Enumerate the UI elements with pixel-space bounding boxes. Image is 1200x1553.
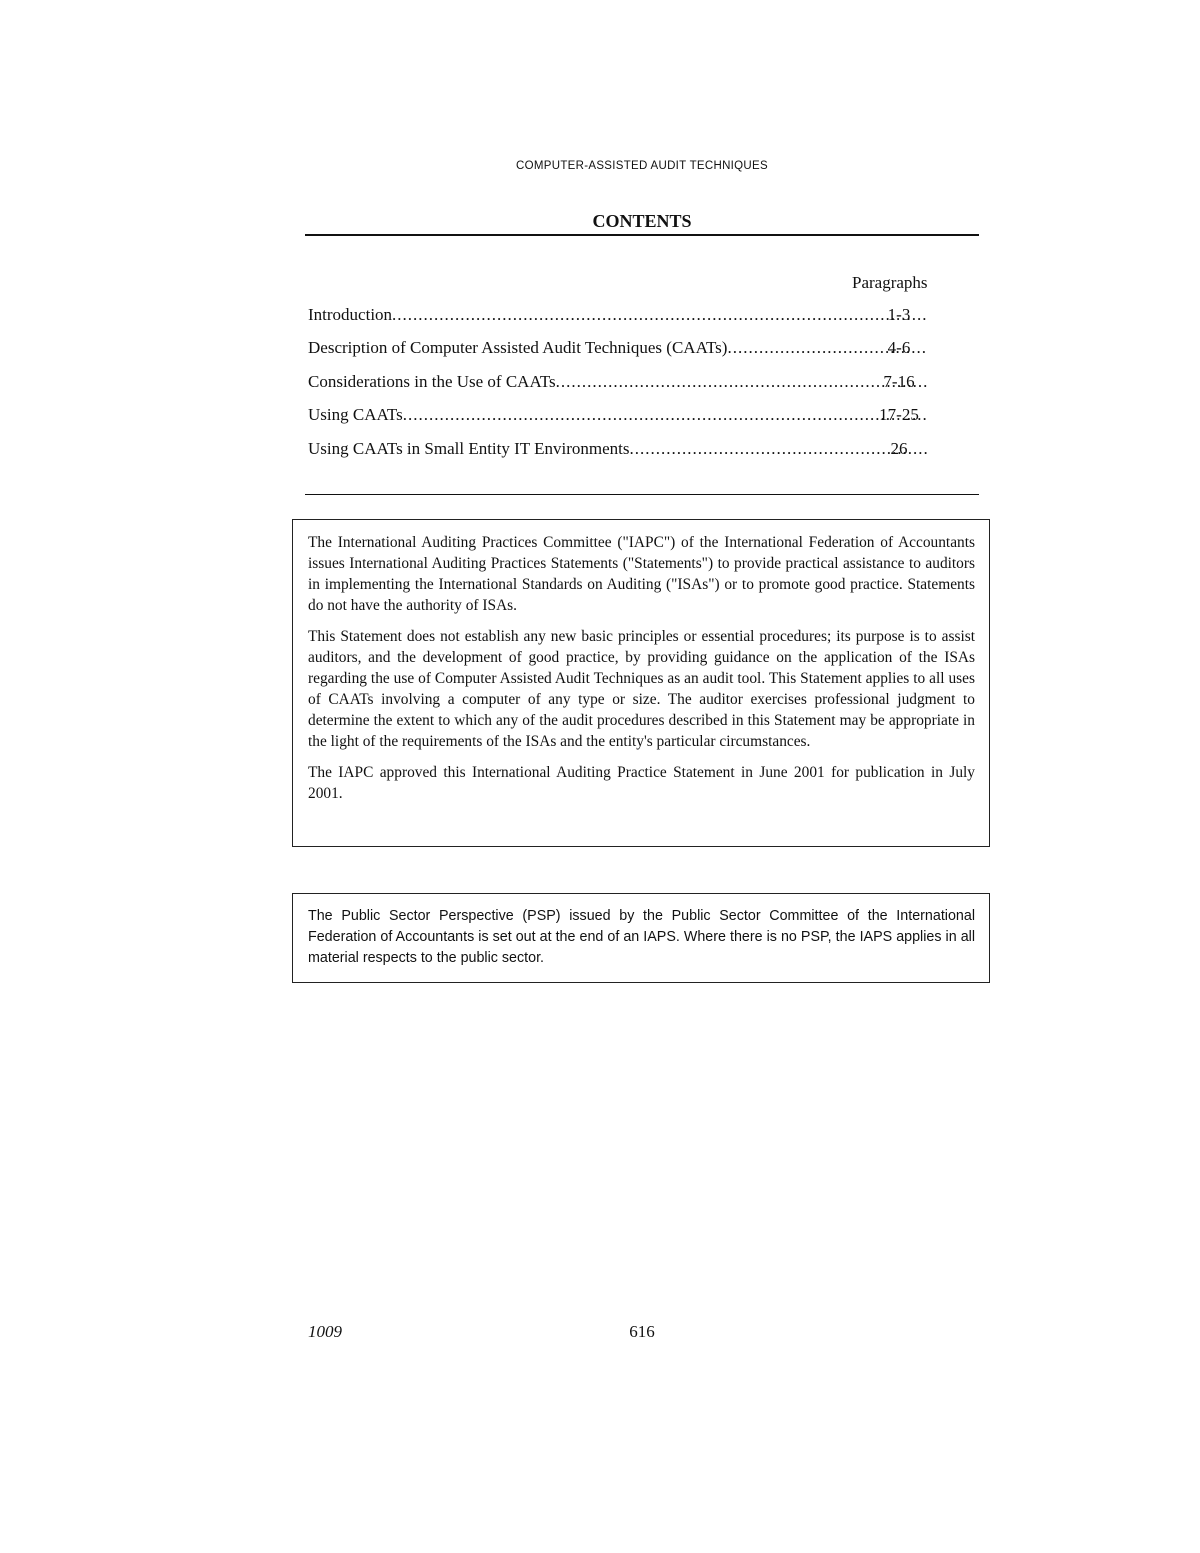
iapc-paragraph: The International Auditing Practices Committee ("IAPC") of the International Federation of Accountants issues International Auditing Practices Statements ("Statements") to provide practical assistance to auditors in implementing the International Standards on Auditing ("ISAs") or to promote good practice. Statements do not have the authority of ISAs. [308,534,975,614]
toc-paragraphs-heading: Paragraphs [852,273,928,292]
toc-entry-title: Using CAATs in Small Entity IT Environments [308,439,630,458]
contents-top-rule [305,234,979,236]
toc-entry-using-caats [308,405,928,429]
toc-dot-leader [392,305,928,325]
toc-entry-title: Description of Computer Assisted Audit Techniques (CAATs) [308,338,728,357]
contents-title: CONTENTS [592,211,692,231]
toc-entry-description [308,338,928,362]
toc-entry-paragraphs: 7-16 [883,372,915,391]
toc-entry-small-entity [308,439,928,463]
running-header: COMPUTER-ASSISTED AUDIT TECHNIQUES [516,160,768,172]
toc-entry-introduction [308,305,928,329]
footer-page-number: 616 [629,1322,655,1341]
iapc-notice-box [292,519,990,847]
iapc-paragraph: The IAPC approved this International Auditing Practice Statement in June 2001 for publication in July 2001. [308,764,975,802]
contents-bottom-rule [305,494,979,495]
toc-entry-paragraphs: 17-25 [879,405,919,424]
toc-entry-title: Introduction [308,305,393,324]
toc-dot-leader [403,405,928,425]
toc-entry-title: Considerations in the Use of CAATs [308,372,556,391]
psp-paragraph: The Public Sector Perspective (PSP) issued by the Public Sector Committee of the International Federation of Accountants is set out at the end of an IAPS. Where there is no PSP, the IAPS applies in all material respects to the public sector. [308,908,975,966]
toc-entry-paragraphs: 1-3 [887,305,911,324]
psp-notice-box [292,893,990,983]
toc-entry-considerations [308,372,928,396]
toc-entry-paragraphs: 4-6 [887,338,911,357]
footer-section-number: 1009 [308,1322,342,1341]
iapc-paragraph: This Statement does not establish any new basic principles or essential procedures; its purpose is to assist auditors, and the development of good practice, by providing guidance on the application of the ISAs regarding the use of Computer Assisted Audit Techniques as an audit tool. This Statement applies to all uses of CAATs involving a computer of any type or size. The auditor exercises professional judgment to determine the extent to which any of the audit procedures described in this Statement may be appropriate in the light of the requirements of the ISAs and the entity's particular circumstances. [308,628,975,750]
toc-entry-paragraphs: 26 [890,439,908,458]
toc-entry-title: Using CAATs [308,405,403,424]
